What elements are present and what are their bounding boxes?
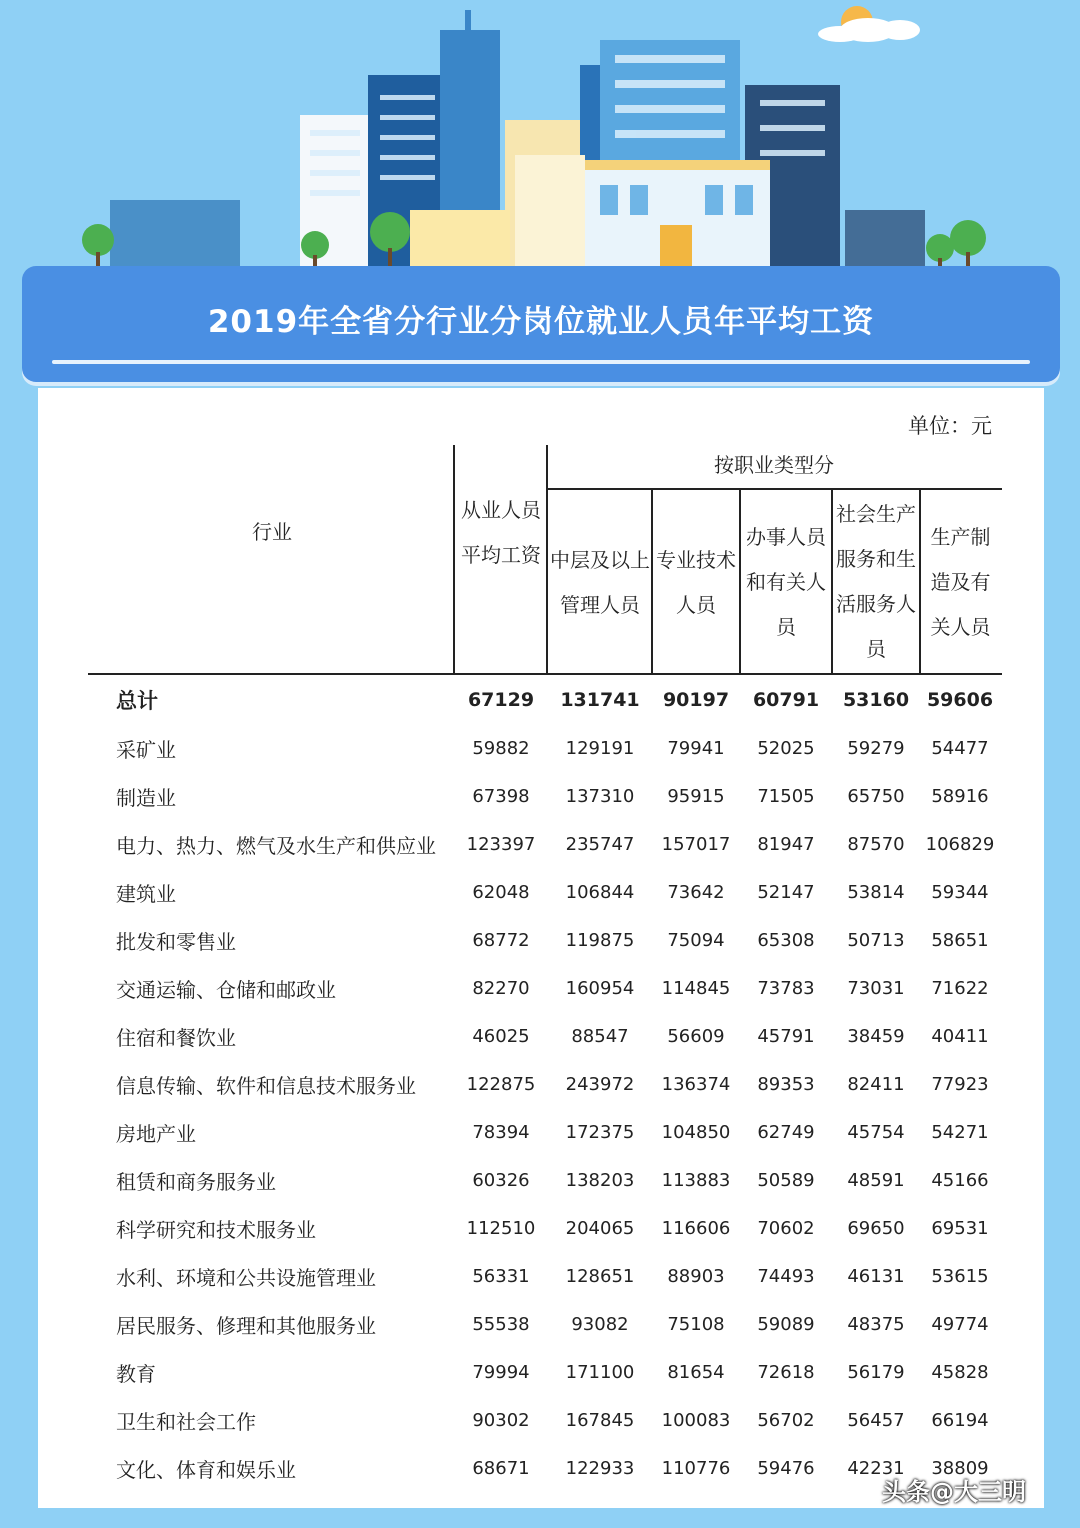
table-row	[90, 1300, 1000, 1348]
wage-value: 79994	[472, 1361, 530, 1383]
header-rule-bottom	[88, 673, 1002, 675]
wage-value: 73783	[757, 977, 815, 999]
wage-value: 88903	[667, 1265, 725, 1287]
wage-value: 122933	[565, 1457, 635, 1479]
wage-value: 58651	[931, 929, 989, 951]
industry-name: 科学研究和技术服务业	[116, 1217, 316, 1242]
title-underline	[52, 360, 1030, 364]
industry-name: 卫生和社会工作	[116, 1409, 256, 1434]
wage-value: 48591	[847, 1169, 905, 1191]
wage-value: 52025	[757, 737, 815, 759]
wage-value: 68772	[472, 929, 530, 951]
wage-value: 116606	[661, 1217, 731, 1239]
wage-value: 54271	[931, 1121, 989, 1143]
wage-value: 59882	[472, 737, 530, 759]
table-row	[90, 1396, 1000, 1444]
wage-value: 113883	[661, 1169, 731, 1191]
wage-value: 128651	[565, 1265, 635, 1287]
wage-value: 93082	[571, 1313, 629, 1335]
wage-value: 100083	[661, 1409, 731, 1431]
wage-value: 70602	[757, 1217, 815, 1239]
header-rule-group	[548, 488, 1002, 490]
header-managers: 中层及以上 管理人员	[550, 548, 650, 617]
wage-value: 82270	[472, 977, 530, 999]
wage-value: 90302	[472, 1409, 530, 1431]
wage-value: 138203	[565, 1169, 635, 1191]
wage-value: 71622	[931, 977, 989, 999]
table-row	[90, 964, 1000, 1012]
wage-value: 79941	[667, 737, 725, 759]
table-row-total	[90, 676, 1000, 724]
wage-value: 74493	[757, 1265, 815, 1287]
header-industry: 行业	[252, 520, 292, 544]
industry-name: 租赁和商务服务业	[116, 1169, 276, 1194]
table-row	[90, 1444, 1000, 1492]
table-row	[90, 1012, 1000, 1060]
industry-name: 房地产业	[116, 1121, 196, 1146]
wage-value: 38809	[931, 1457, 989, 1479]
wage-value: 65308	[757, 929, 815, 951]
wage-value: 81654	[667, 1361, 725, 1383]
table-row	[90, 916, 1000, 964]
wage-value: 72618	[757, 1361, 815, 1383]
wage-value: 106829	[925, 833, 995, 855]
industry-name: 总计	[116, 689, 158, 713]
city-skyline-illustration	[0, 0, 1080, 275]
wage-value: 78394	[472, 1121, 530, 1143]
wage-value: 89353	[757, 1073, 815, 1095]
header-professionals: 专业技术 人员	[656, 548, 736, 617]
wage-value: 60326	[472, 1169, 530, 1191]
wage-table-body	[90, 676, 1000, 1492]
watermark: 头条@大三明	[882, 1478, 1026, 1506]
wage-value: 68671	[472, 1457, 530, 1479]
wage-value: 88547	[571, 1025, 629, 1047]
wage-value: 75094	[667, 929, 725, 951]
header-rule-vertical-1	[453, 445, 455, 675]
table-row	[90, 1252, 1000, 1300]
table-row	[90, 1060, 1000, 1108]
wage-value: 104850	[661, 1121, 731, 1143]
industry-name: 住宿和餐饮业	[116, 1025, 236, 1050]
wage-value: 55538	[472, 1313, 530, 1335]
wage-value: 81947	[757, 833, 815, 855]
table-row	[90, 1204, 1000, 1252]
wage-value: 129191	[565, 737, 635, 759]
wage-value: 114845	[661, 977, 731, 999]
wage-value: 53814	[847, 881, 905, 903]
table-row	[90, 772, 1000, 820]
header-avg-wage: 从业人员 平均工资	[461, 498, 541, 567]
wage-value: 204065	[565, 1217, 635, 1239]
wage-value: 122875	[466, 1073, 536, 1095]
header-clerks: 办事人员 和有关人 员	[746, 525, 826, 639]
wage-value: 69650	[847, 1217, 905, 1239]
unit-label: 单位：元	[908, 414, 992, 438]
wage-value: 157017	[661, 833, 731, 855]
wage-value: 59344	[931, 881, 989, 903]
wage-value: 106844	[565, 881, 635, 903]
wage-value: 136374	[661, 1073, 731, 1095]
wage-value: 131741	[560, 689, 640, 711]
wage-value: 77923	[931, 1073, 989, 1095]
wage-value: 171100	[565, 1361, 635, 1383]
wage-value: 56457	[847, 1409, 905, 1431]
wage-value: 59606	[926, 689, 994, 711]
wage-value: 73031	[847, 977, 905, 999]
wage-value: 167845	[565, 1409, 635, 1431]
wage-value: 49774	[931, 1313, 989, 1335]
wage-value: 160954	[565, 977, 635, 999]
wage-value: 62048	[472, 881, 530, 903]
wage-value: 38459	[847, 1025, 905, 1047]
table-row	[90, 1156, 1000, 1204]
wage-value: 137310	[565, 785, 635, 807]
wage-value: 243972	[565, 1073, 635, 1095]
wage-value: 66194	[931, 1409, 989, 1431]
wage-value: 172375	[565, 1121, 635, 1143]
wage-value: 46025	[472, 1025, 530, 1047]
wage-value: 67129	[467, 689, 535, 711]
page-title: 2019年全省分行业分岗位就业人员年平均工资	[207, 304, 875, 340]
wage-table	[90, 676, 1000, 1492]
industry-name: 制造业	[116, 785, 176, 810]
wage-value: 110776	[661, 1457, 731, 1479]
industry-name: 建筑业	[116, 881, 176, 906]
wage-value: 90197	[662, 689, 730, 711]
wage-value: 53615	[931, 1265, 989, 1287]
wage-value: 59089	[757, 1313, 815, 1335]
table-row	[90, 1348, 1000, 1396]
industry-name: 信息传输、软件和信息技术服务业	[116, 1073, 416, 1098]
header-by-occupation: 按职业类型分	[714, 453, 834, 477]
table-row	[90, 1108, 1000, 1156]
wage-value: 52147	[757, 881, 815, 903]
wage-value: 45754	[847, 1121, 905, 1143]
table-row	[90, 820, 1000, 868]
wage-value: 82411	[847, 1073, 905, 1095]
wage-value: 56609	[667, 1025, 725, 1047]
industry-name: 采矿业	[116, 737, 176, 762]
industry-name: 教育	[116, 1361, 156, 1386]
wage-value: 73642	[667, 881, 725, 903]
wage-value: 59476	[757, 1457, 815, 1479]
title-banner	[22, 266, 1060, 382]
wage-value: 59279	[847, 737, 905, 759]
wage-value: 40411	[931, 1025, 989, 1047]
wage-value: 56702	[757, 1409, 815, 1431]
wage-value: 62749	[757, 1121, 815, 1143]
wage-value: 60791	[752, 689, 820, 711]
industry-name: 交通运输、仓储和邮政业	[116, 977, 336, 1002]
wage-value: 48375	[847, 1313, 905, 1335]
wage-value: 45166	[931, 1169, 989, 1191]
industry-name: 水利、环境和公共设施管理业	[116, 1265, 376, 1290]
industry-name: 电力、热力、燃气及水生产和供应业	[116, 833, 436, 858]
wage-value: 112510	[466, 1217, 536, 1239]
table-row	[90, 868, 1000, 916]
industry-name: 文化、体育和娱乐业	[116, 1457, 296, 1482]
wage-value: 56179	[847, 1361, 905, 1383]
wage-value: 50589	[757, 1169, 815, 1191]
wage-value: 65750	[847, 785, 905, 807]
wage-value: 46131	[847, 1265, 905, 1287]
header-service-workers: 社会生产 服务和生 活服务人 员	[836, 502, 916, 661]
wage-value: 58916	[931, 785, 989, 807]
wage-value: 54477	[931, 737, 989, 759]
wage-value: 56331	[472, 1265, 530, 1287]
header-production-workers: 生产制 造及有 关人员	[930, 525, 991, 639]
wage-value: 42231	[847, 1457, 905, 1479]
wage-value: 45828	[931, 1361, 989, 1383]
wage-value: 53160	[842, 689, 910, 711]
wage-value: 69531	[931, 1217, 989, 1239]
industry-name: 居民服务、修理和其他服务业	[116, 1313, 376, 1338]
wage-value: 71505	[757, 785, 815, 807]
table-row	[90, 724, 1000, 772]
wage-value: 87570	[847, 833, 905, 855]
wage-value: 45791	[757, 1025, 815, 1047]
wage-value: 50713	[847, 929, 905, 951]
industry-name: 批发和零售业	[116, 929, 236, 954]
wage-value: 235747	[565, 833, 635, 855]
wage-value: 75108	[667, 1313, 725, 1335]
wage-value: 95915	[667, 785, 725, 807]
wage-value: 67398	[472, 785, 530, 807]
wage-value: 119875	[565, 929, 635, 951]
wage-value: 123397	[466, 833, 536, 855]
